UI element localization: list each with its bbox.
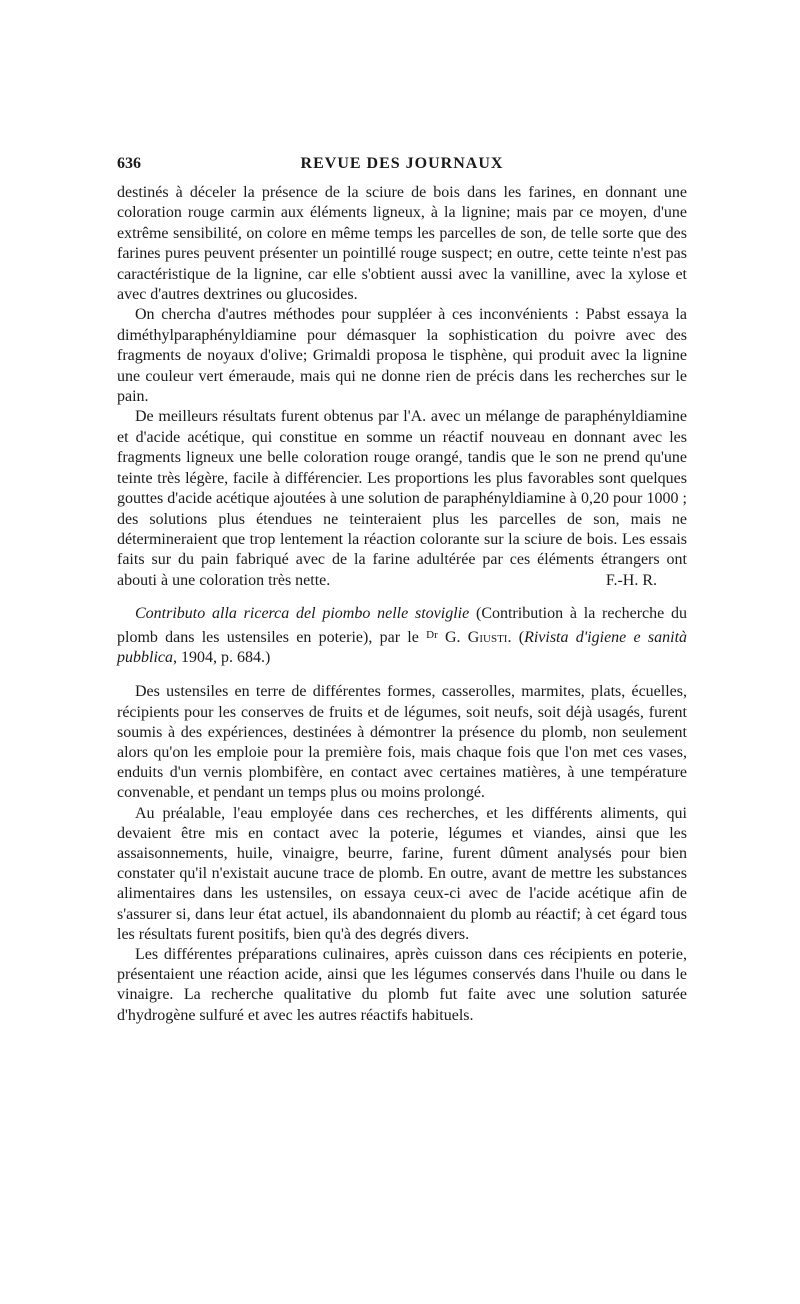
paragraph-results <box>117 407 687 591</box>
running-head: REVUE DES JOURNAUX <box>300 155 504 172</box>
reference-details: , 1904, p. 684.) <box>173 648 271 666</box>
article-body <box>117 682 687 1025</box>
article-title-italian: Contributo alla ricerca del piombo nelle stoviglie <box>135 605 470 623</box>
paragraph-preliminary: Au préalable, l'eau employée dans ces recherches, et les différents aliments, qui devaient être mis en contact avec la poterie, légumes et viandes, ainsi que les assaisonnements, huile, vinaigre, beurre, farine, furent dûment analysés pour bien constater qu'il n'existait aucune trace de plomb. En outre, avant de mettre les substances alimentaires dans les ustensiles, on essaya ceux-ci avec de l'acide acétique afin de s'assurer si, dans leur état actuel, ils abandonnaient du plomb au réactif; à cet égard tous les résultats furent positifs, bien qu'à des degrés divers. <box>117 804 687 943</box>
article-author: G. Giusti. <box>437 628 512 646</box>
reference-open: ( <box>518 628 525 646</box>
paragraph-utensils: Des ustensiles en terre de différentes formes, casserolles, marmites, plats, écuelles, récipients pour les conserves de fruits et de légumes, soit neufs, soit déjà usagés, furent soumis à des expériences, destinées à démontrer la présence du plomb, non seulement alors qu'on les emploie pour la première fois, mais chaque fois que l'on met ces vases, enduits d'un vernis plombifère, en contact avec certaines matières, à une température convenable, et pendant un temps plus ou moins prolongé. <box>117 683 687 802</box>
article-title-translation: (Contribution à la recherche du plomb dans les ustensiles en poterie), par le <box>117 605 687 646</box>
author-signature: F.-H. R. <box>605 571 657 589</box>
paragraph-preparations: Les différentes préparations culinaires, après cuisson dans ces récipients en poterie, présentaient une réaction acide, ainsi que les légumes conservés dans l'huile ou dans le vinaigre. La recherche qualitative du plomb fut faite avec une solution saturée d'hydrogène sulfuré et avec les autres réactifs habituels. <box>117 945 687 1024</box>
page-number: 636 <box>117 155 141 172</box>
paragraph-continuation: destinés à déceler la présence de la sciure de bois dans les farines, en donnant une coloration rouge carmin aux éléments ligneux, à la lignine; mais par ce moyen, d'une extrême sensibilité, on colore en même temps les parcelles de son, de telle sorte que des farines pures peuvent présenter un pointillé rouge suspect; en outre, cette teinte n'est pas caractéristique de la lignine, car elle s'obtient aussi avec la vanilline, avec la xylose et avec d'autres dextrines ou glucosides. <box>117 184 687 304</box>
article-heading <box>117 604 687 668</box>
paragraph-results-text: De meilleurs résultats furent obtenus par l'A. avec un mélange de paraphényldiamine et d'acide acétique, qui constitue en somme un réactif nouveau en donnant avec les fragments ligneux une belle coloration rouge orangé, tandis que le son ne prend qu'une teinte très légère, facile à différencier. Les proportions les plus favorables sont quelques gouttes d'acide acétique ajoutées à une solution de paraphényldiamine à 0,20 pour 1000 ; des solutions plus étendues ne teinteraient plus les parcelles de son, mais ne détermineraient que trop lentement la réaction colorante sur la sciure de bois. Les essais faits sur du pain fabriqué avec de la farine adultérée par ces éléments étrangers ont abouti à une coloration très nette. <box>117 408 687 589</box>
paragraph-other-methods: On chercha d'autres méthodes pour suppléer à ces inconvénients : Pabst essaya la diméthylparaphényldiamine pour démasquer la sophistication du poivre avec des fragments de noyaux d'olive; Grimaldi proposa le tisphène, qui produit avec la lignine une couleur vert émeraude, mais qui ne donne rien de précis dans les recherches sur le pain. <box>117 306 687 406</box>
text-column <box>117 183 687 1026</box>
author-title: Dr <box>426 628 438 641</box>
page-header <box>117 155 687 179</box>
journal-name: Rivista d'igiene e sanità pubblica <box>117 628 688 666</box>
